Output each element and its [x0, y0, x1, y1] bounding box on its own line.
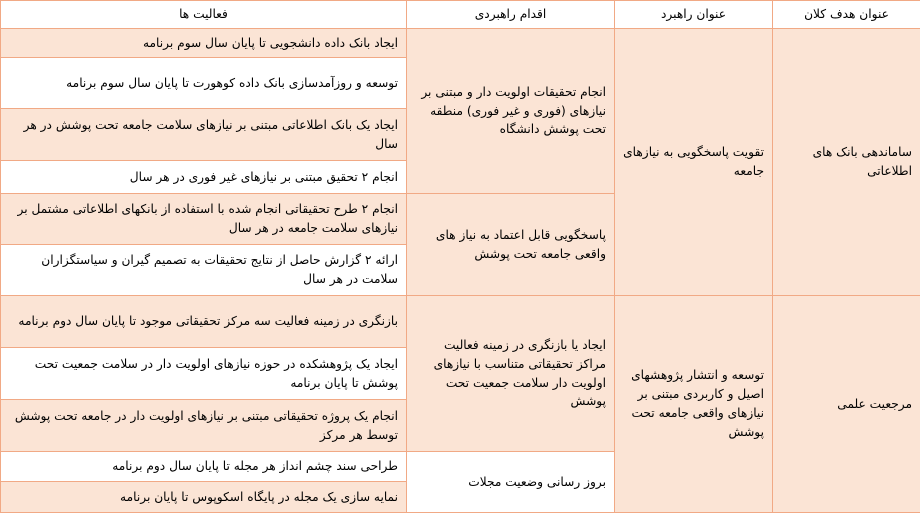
activity-cell: طراحی سند چشم انداز هر مجله تا پایان سال دوم برنامه — [1, 452, 407, 482]
table-row — [1, 296, 920, 348]
table-row — [1, 29, 920, 58]
header-goal: عنوان هدف کلان — [773, 1, 920, 29]
activity-cell: توسعه و روزآمدسازی بانک داده کوهورت تا پایان سال سوم برنامه — [1, 58, 407, 109]
activity-cell: انجام ۲ طرح تحقیقاتی انجام شده با استفاده از بانکهای اطلاعاتی مشتمل بر نیازهای سلامت جامعه در هر سال — [1, 194, 407, 245]
action-cell: بروز رسانی وضعیت مجلات — [407, 452, 615, 513]
activity-cell: بازنگری در زمینه فعالیت سه مرکز تحقیقاتی موجود تا پایان سال دوم برنامه — [1, 296, 407, 348]
activity-cell: انجام ۲ تحقیق مبتنی بر نیازهای غیر فوری در هر سال — [1, 161, 407, 194]
header-activities: فعالیت ها — [1, 1, 407, 29]
strategy-cell: توسعه و انتشار پژوهشهای اصیل و کاربردی مبتنی بر نیازهای واقعی جامعه تحت پوشش — [615, 296, 773, 513]
activity-cell: ارائه ۲ گزارش حاصل از نتایج تحقیقات به تصمیم گیران و سیاستگزاران سلامت در هر سال — [1, 245, 407, 296]
action-cell: ایجاد یا بازنگری در زمینه فعالیت مراکز تحقیقاتی متناسب با نیازهای اولویت دار سلامت جمعیت تحت پوشش — [407, 296, 615, 452]
header-row — [1, 1, 920, 29]
activity-cell: ایجاد بانک داده دانشجویی تا پایان سال سوم برنامه — [1, 29, 407, 58]
activity-cell: انجام یک پروژه تحقیقاتی مبتنی بر نیازهای اولویت دار در جامعه تحت پوشش توسط هر مرکز — [1, 400, 407, 452]
goal-cell: مرجعیت علمی — [773, 296, 920, 513]
header-action: اقدام راهبردی — [407, 1, 615, 29]
activity-cell: ایجاد یک بانک اطلاعاتی مبتنی بر نیازهای سلامت جامعه تحت پوشش در هر سال — [1, 109, 407, 161]
action-cell: انجام تحقیقات اولویت دار و مبتنی بر نیازهای (فوری و غیر فوری) منطقه تحت پوشش دانشگاه — [407, 29, 615, 194]
strategy-cell: تقویت پاسخگویی به نیازهای جامعه — [615, 29, 773, 296]
activity-cell: نمایه سازی یک مجله در پایگاه اسکوپوس تا پایان برنامه — [1, 482, 407, 513]
action-cell: پاسخگویی قابل اعتماد به نیاز های واقعی جامعه تحت پوشش — [407, 194, 615, 296]
activity-cell: ایجاد یک پژوهشکده در حوزه نیازهای اولویت دار در سلامت جمعیت تحت پوشش تا پایان برنامه — [1, 348, 407, 400]
header-strategy: عنوان راهبرد — [615, 1, 773, 29]
goal-cell: ساماندهی بانک های اطلاعاتی — [773, 29, 920, 296]
